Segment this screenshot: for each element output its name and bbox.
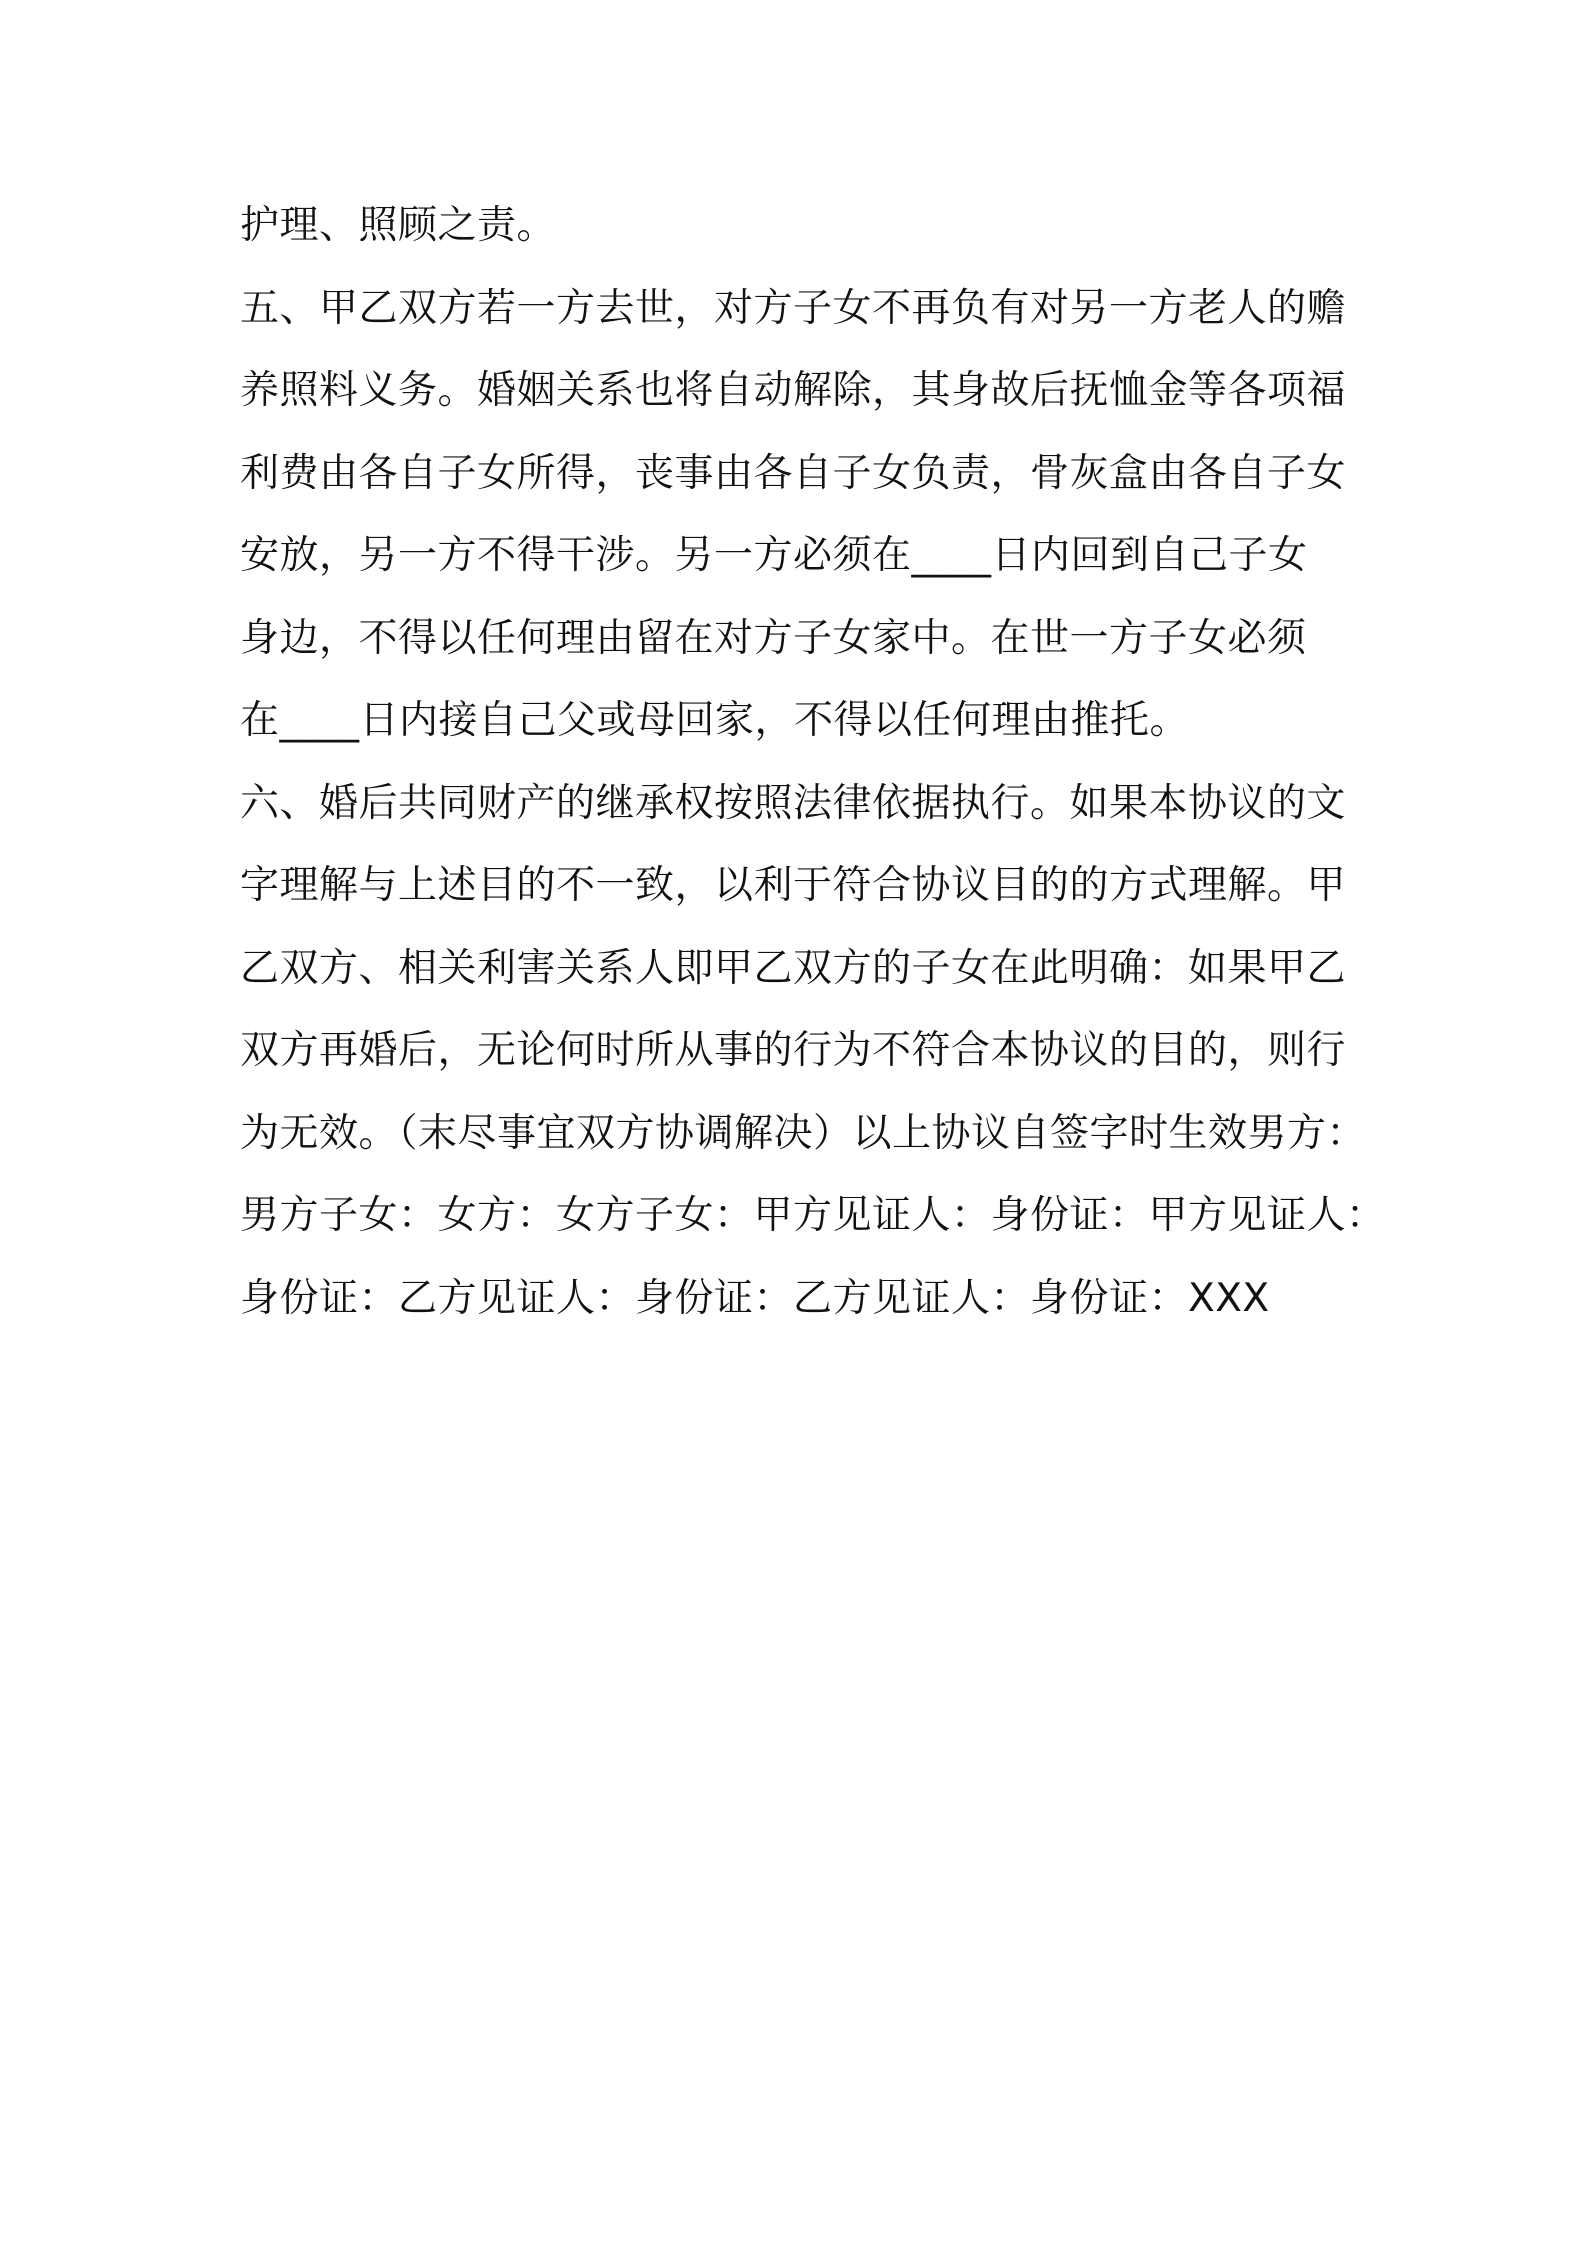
- text-line: 男方子女：女方：女方子女：甲方见证人：身份证：甲方见证人：: [240, 1193, 1386, 1238]
- text-line: 身边，不得以任何理由留在对方子女家中。在世一方子女必须: [240, 615, 1307, 661]
- text-line: 利费由各自子女所得，丧事由各自子女负责，骨灰盒由各自子女: [240, 450, 1347, 496]
- text-line: 安放，另一方不得干涉。另一方必须在____日内回到自己子女: [240, 533, 1308, 578]
- text-line: 为无效。（末尽事宜双方协调解决）以上协议自签字时生效男方：: [240, 1110, 1367, 1156]
- text-line: 护理、照顾之责。: [240, 203, 557, 248]
- text-line: 双方再婚后，无论何时所从事的行为不符合本协议的目的，则行: [240, 1028, 1347, 1073]
- text-line: 字理解与上述目的不一致，以利于符合协议目的的方式理解。甲: [240, 863, 1347, 908]
- text-line: 在____日内接自己父或母回家，不得以任何理由推托。: [240, 698, 1190, 743]
- text-line: 乙双方、相关利害关系人即甲乙双方的子女在此明确：如果甲乙: [240, 945, 1347, 991]
- text-line: 五、甲乙双方若一方去世，对方子女不再负有对另一方老人的赡: [240, 285, 1347, 331]
- text-line: 身份证：乙方见证人：身份证：乙方见证人：身份证：XXX: [240, 1275, 1270, 1321]
- document-body: [240, 185, 1386, 1340]
- text-line: 养照料义务。婚姻关系也将自动解除，其身故后抚恤金等各项福: [240, 368, 1347, 413]
- text-line: 六、婚后共同财产的继承权按照法律依据执行。如果本协议的文: [240, 780, 1347, 826]
